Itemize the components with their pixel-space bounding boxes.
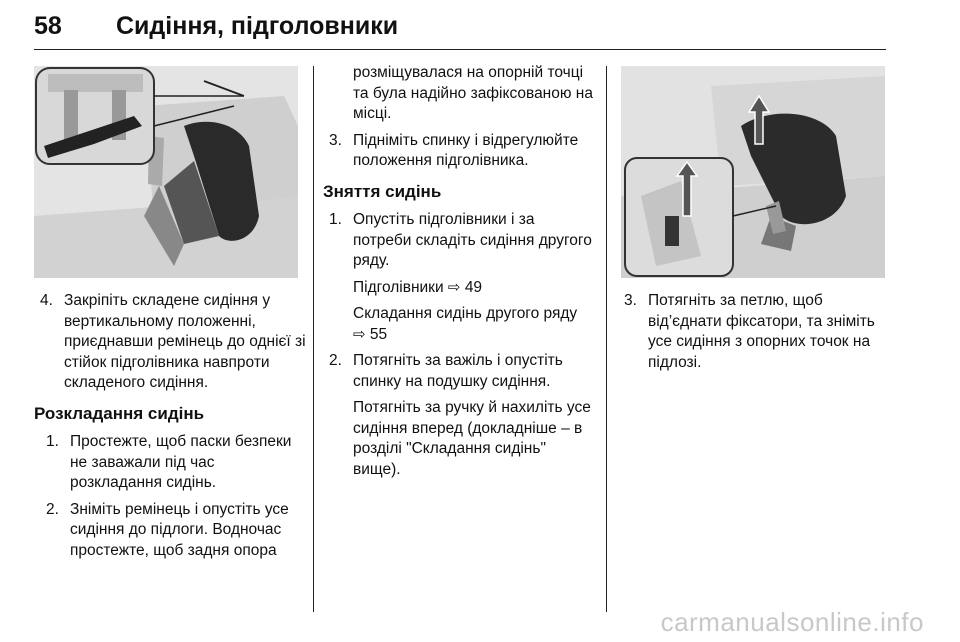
step-text: Підніміть спинку і відрегулюйте положення підголівника. xyxy=(353,131,579,169)
step-text: Потягніть за петлю, щоб від’єднати фіксатори, та зніміть усе сидіння з опорних точок на підлозі. xyxy=(648,292,875,371)
reference-headrests xyxy=(353,278,597,299)
continuation-text: розміщувалася на опорній точці та була надійно зафіксованою на місці. xyxy=(353,64,593,122)
page-title: Сидіння, підголовники xyxy=(116,12,399,40)
page-header xyxy=(34,12,886,50)
reference-label: Підголівники xyxy=(353,278,444,296)
column-2-text xyxy=(323,63,597,486)
reference-page: 55 xyxy=(369,325,388,343)
page-reference-icon: ⇨ xyxy=(353,325,366,343)
unfold-step-1 xyxy=(46,432,308,494)
column-3-text xyxy=(624,291,890,379)
step-number: 3. xyxy=(624,292,637,309)
section-heading-unfold: Розкладання сидінь xyxy=(34,403,205,423)
seat-removal-illustration xyxy=(621,66,885,278)
step-text-2: Потягніть за ручку й нахиліть усе сидіння вперед (докладніше – в розділі "Складання сидінь" вище). xyxy=(353,399,591,478)
step-number: 3. xyxy=(329,131,342,149)
reference-fold-seats xyxy=(353,304,597,345)
column-1-text xyxy=(34,291,308,567)
header-divider xyxy=(34,49,886,50)
section-heading-remove: Зняття сидінь xyxy=(323,181,442,201)
reference-label: Складання сидінь другого ряду xyxy=(353,305,578,322)
step-number: 1. xyxy=(46,433,59,450)
watermark: carmanualsonline.info xyxy=(660,607,924,637)
step-text: Опустіть підголівники і за потреби складіть сидіння другого ряду. xyxy=(353,211,592,269)
column-divider-1 xyxy=(313,66,314,612)
step-3-item xyxy=(329,131,597,172)
step-number: 2. xyxy=(329,352,342,369)
step-text: Зніміть ремінець і опустіть усе сидіння до підлоги. Водночас простежте, щоб задня опора xyxy=(70,500,289,559)
reference-page: 49 xyxy=(464,278,483,296)
step-number: 4. xyxy=(40,292,53,309)
step-text: Закріпіть складене сидіння у вертикальному положенні, приєднавши ремінець до однієї зі стійок підголівника навпроти складеного сидіння. xyxy=(64,292,306,391)
remove-step-2 xyxy=(329,351,597,480)
step-number: 2. xyxy=(46,500,59,518)
step-text: Простежте, щоб паски безпеки не заважали під час розкладання сидінь. xyxy=(70,433,292,491)
remove-step-1 xyxy=(329,210,597,345)
column-divider-2 xyxy=(606,66,607,612)
page-reference-icon: ⇨ xyxy=(447,278,461,296)
step-4-item xyxy=(40,291,308,394)
remove-step-3 xyxy=(624,291,890,373)
step-number: 1. xyxy=(329,211,342,228)
unfold-step-2 xyxy=(46,500,308,562)
folded-seat-strap-illustration xyxy=(34,66,298,278)
page-number: 58 xyxy=(34,12,62,40)
step-text: Потягніть за важіль і опустіть спинку на подушку сидіння. xyxy=(353,352,563,390)
